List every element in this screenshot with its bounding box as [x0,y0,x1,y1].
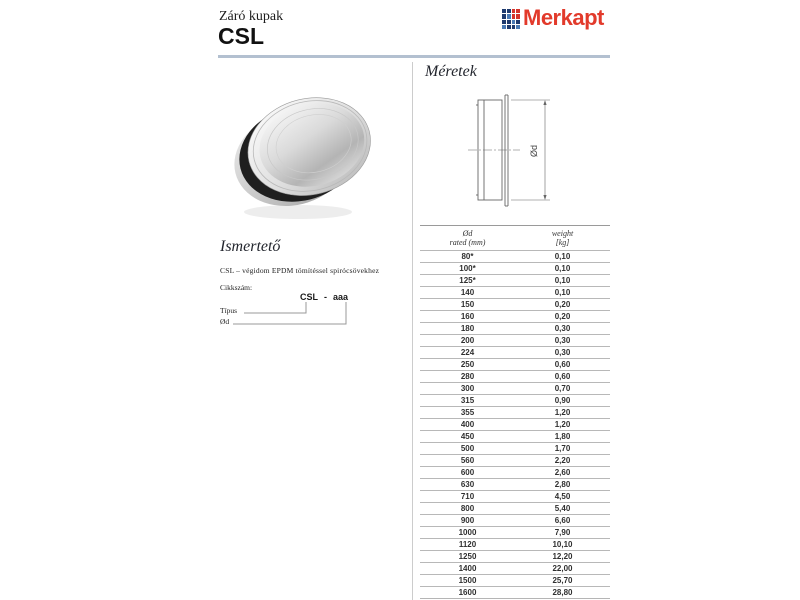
technical-drawing [450,85,620,220]
weight-value: 25,70 [552,576,573,585]
table-row [420,538,610,550]
article-number-label: Cikkszám: [220,283,253,292]
diameter-value: 355 [460,408,475,417]
diameter-value: 200 [460,336,475,345]
drawing-dimension-label: Ød [529,144,539,157]
weight-value: 2,80 [554,480,571,489]
weight-value: 1,70 [554,444,571,453]
table-row [420,298,610,310]
diameter-value: 500 [460,444,475,453]
table-row [420,490,610,502]
table-row [420,250,610,262]
diameter-value: 1250 [458,552,477,561]
section-title-description: Ismertető [220,238,281,255]
weight-value: 0,20 [554,300,571,309]
article-code-type: CSL [300,292,318,302]
diameter-value: 1500 [458,576,477,585]
weight-value: 10,10 [552,540,573,549]
diameter-value: 1600 [458,588,477,597]
product-description: CSL – végidom EPDM tömítéssel spirócsövekhez [220,266,380,275]
weight-value: 0,60 [554,360,571,369]
diameter-value: 600 [460,468,475,477]
table-row [420,334,610,346]
table-row [420,562,610,574]
size-table [420,225,610,599]
table-row [420,526,610,538]
weight-value: 22,00 [552,564,573,573]
table-row [420,454,610,466]
table-row [420,358,610,370]
table-row [420,574,610,586]
product-subtitle: Záró kupak [219,9,284,24]
diameter-value: 150 [460,300,475,309]
weight-value: 0,30 [554,336,571,345]
table-row [420,430,610,442]
diameter-value: 1000 [458,528,477,537]
brand-logo-text: Merkapt [523,5,604,30]
weight-value: 12,20 [552,552,573,561]
table-row [420,394,610,406]
legend-type-label: Típus [220,306,238,315]
table-row [420,502,610,514]
diameter-value: 180 [460,324,475,333]
weight-value: 0,10 [554,252,571,261]
table-row [420,478,610,490]
diameter-value: 140 [460,288,475,297]
diameter-value: 280 [460,372,475,381]
table-row [420,274,610,286]
product-code-title: CSL [218,23,264,49]
table-row [420,286,610,298]
table-row [420,406,610,418]
table-row [420,310,610,322]
diameter-value: 300 [460,384,475,393]
diameter-value: 80* [461,252,474,261]
diameter-value: 900 [460,516,475,525]
weight-value: 1,80 [554,432,571,441]
article-code-separator: - [324,292,327,302]
diameter-value: 630 [460,480,475,489]
diameter-value: 800 [460,504,475,513]
diameter-value: 100* [459,264,476,273]
diameter-value: 710 [460,492,475,501]
diameter-value: 400 [460,420,475,429]
product-photo [228,74,393,229]
merkapt-mosaic-icon [502,9,520,29]
table-row [420,442,610,454]
column-divider [412,62,413,600]
weight-value: 0,10 [554,276,571,285]
weight-value: 0,90 [554,396,571,405]
diameter-value: 250 [460,360,475,369]
table-row [420,514,610,526]
weight-value: 2,20 [554,456,571,465]
diameter-value: 125* [459,276,476,285]
column-header-weight: weight [kg] [551,229,574,247]
diameter-value: 450 [460,432,475,441]
table-row [420,586,610,598]
table-row [420,322,610,334]
legend-diameter-label: Ød [220,317,230,326]
weight-value: 28,80 [552,588,573,597]
diameter-value: 224 [460,348,475,357]
weight-value: 2,60 [554,468,571,477]
weight-value: 0,10 [554,288,571,297]
diameter-value: 315 [460,396,475,405]
article-code-size: aaa [333,292,349,302]
weight-value: 0,30 [554,324,571,333]
header-rule [218,55,610,58]
size-table-body [420,250,610,598]
diameter-value: 1400 [458,564,477,573]
table-row [420,418,610,430]
weight-value: 6,60 [554,516,571,525]
size-table-header [420,226,610,250]
weight-value: 5,40 [554,504,571,513]
weight-value: 0,20 [554,312,571,321]
diameter-value: 560 [460,456,475,465]
table-row [420,262,610,274]
diameter-value: 160 [460,312,475,321]
brand-logo [502,6,604,30]
table-row [420,466,610,478]
weight-value: 0,60 [554,372,571,381]
column-header-diameter: Ød rated (mm) [449,229,486,247]
table-row [420,550,610,562]
section-title-dimensions: Méretek [425,63,477,80]
weight-value: 1,20 [554,408,571,417]
article-code-legend-lines [218,298,396,330]
table-row [420,370,610,382]
weight-value: 1,20 [554,420,571,429]
weight-value: 7,90 [554,528,571,537]
weight-value: 0,70 [554,384,571,393]
weight-value: 0,30 [554,348,571,357]
table-row [420,382,610,394]
diameter-value: 1120 [458,540,477,549]
weight-value: 4,50 [554,492,571,501]
weight-value: 0,10 [554,264,571,273]
table-row [420,346,610,358]
